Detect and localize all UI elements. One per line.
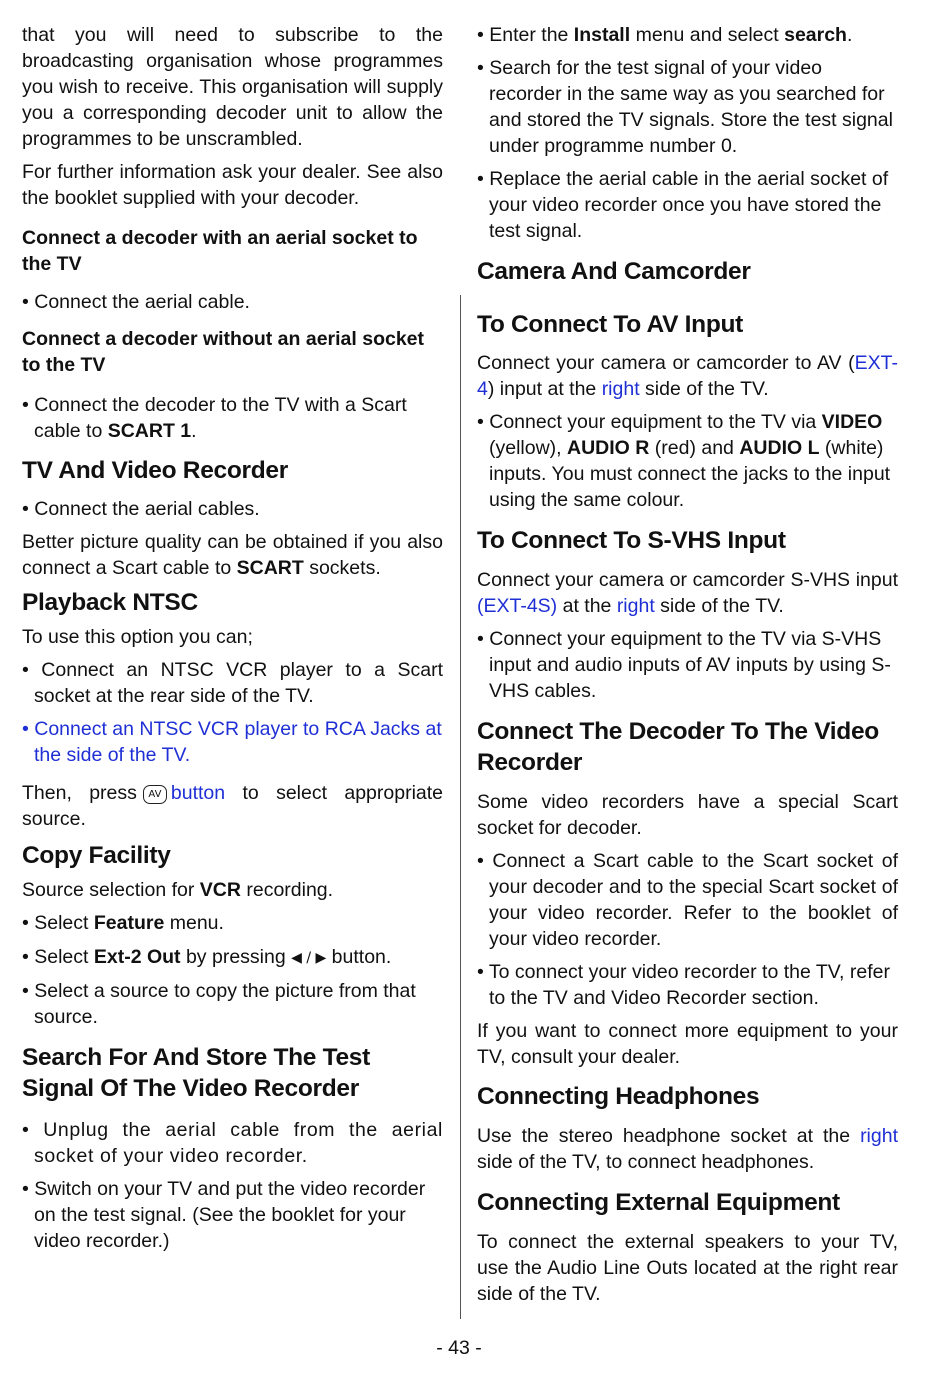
ntsc-then-press: Then, press AV button to select appropriate source. <box>22 782 444 830</box>
camera-camcorder-heading: Camera And Camcorder <box>477 258 751 285</box>
left-right-arrow-icon: ◀ / ▶ <box>291 950 327 966</box>
intro-paragraph: that you will need to subscribe to the broadcasting organisation whose programmes you wish to receive. This organisation will supply you a corresponding decoder unit to allow the programmes to be unscrambled. <box>22 24 443 150</box>
playback-ntsc-heading: Playback NTSC <box>22 589 198 616</box>
search-bullet-unplug: • Unplug the aerial cable from the aerial socket of your video recorder. <box>22 1119 443 1167</box>
replace-aerial-bullet: • Replace the aerial cable in the aerial socket of your video recorder once you have stored the test signal. <box>477 168 889 242</box>
copy-bullet-ext2: • Select Ext-2 Out by pressing ◀ / ▶ button. <box>22 946 392 968</box>
headphones-paragraph: Use the stereo headphone socket at the right side of the TV, to connect headphones. <box>477 1125 898 1173</box>
decoder-without-aerial-heading: Connect a decoder without an aerial socket to the TV <box>22 328 425 376</box>
decoder-without-aerial-bullet: • Connect the decoder to the TV with a Scart cable to SCART 1. <box>22 394 407 442</box>
external-equipment-heading: Connecting External Equipment <box>477 1189 840 1216</box>
external-equipment-paragraph: To connect the external speakers to your TV, use the Audio Line Outs located at the right rear side of the TV. <box>477 1231 898 1305</box>
decoder-scart-bullet: • Connect a Scart cable to the Scart socket of your decoder and to the special Scart socket of your video recorder. Refer to the booklet of your video recorder. <box>477 850 898 950</box>
tv-video-recorder-paragraph: Better picture quality can be obtained if you also connect a Scart cable to SCART sockets. <box>22 531 443 579</box>
search-bullet-switch-on: • Switch on your TV and put the video recorder on the test signal. (See the booklet for your video recorder.) <box>22 1178 426 1252</box>
ntsc-bullet-rca: • Connect an NTSC VCR player to RCA Jacks at the side of the TV. <box>22 718 442 766</box>
decoder-with-aerial-heading: Connect a decoder with an aerial socket to the TV <box>22 227 418 275</box>
svhs-input-heading: To Connect To S-VHS Input <box>477 527 786 554</box>
svhs-input-paragraph: Connect your camera or camcorder S-VHS input (EXT-4S) at the right side of the TV. <box>477 569 898 617</box>
av-input-paragraph: Connect your camera or camcorder to AV (EXT-4) input at the right side of the TV. <box>477 352 898 400</box>
ntsc-bullet-scart: • Connect an NTSC VCR player to a Scart socket at the rear side of the TV. <box>22 659 443 707</box>
search-store-heading: Search For And Store The Test Signal Of The Video Recorder <box>22 1044 370 1102</box>
av-button-icon: AV <box>143 785 167 804</box>
decoder-video-recorder-heading: Connect The Decoder To The Video Recorder <box>477 718 879 776</box>
ntsc-intro: To use this option you can; <box>22 626 253 648</box>
test-signal-bullet: • Search for the test signal of your video recorder in the same way as you searched for and stored the TV signals. Store the test signal under programme number 0. <box>477 57 893 157</box>
left-column <box>22 22 443 1254</box>
av-input-heading: To Connect To AV Input <box>477 311 744 338</box>
tv-video-recorder-heading: TV And Video Recorder <box>22 457 288 484</box>
headphones-heading: Connecting Headphones <box>477 1083 760 1110</box>
decoder-tv-bullet: • To connect your video recorder to the TV, refer to the TV and Video Recorder section. <box>477 961 890 1009</box>
column-divider <box>460 295 461 1319</box>
av-input-bullet: • Connect your equipment to the TV via VIDEO (yellow), AUDIO R (red) and AUDIO L (white) inputs. You must connect the jacks to the input using the same colour. <box>477 411 891 511</box>
copy-facility-heading: Copy Facility <box>22 842 171 869</box>
copy-intro: Source selection for VCR recording. <box>22 879 334 901</box>
copy-bullet-source: • Select a source to copy the picture from that source. <box>22 980 416 1028</box>
more-equipment-paragraph: If you want to connect more equipment to your TV, consult your dealer. <box>477 1020 898 1068</box>
copy-bullet-feature: • Select Feature menu. <box>22 912 224 934</box>
decoder-video-recorder-paragraph: Some video recorders have a special Scart socket for decoder. <box>477 791 898 839</box>
right-column <box>477 22 898 1307</box>
install-search-bullet: • Enter the Install menu and select search. <box>477 24 853 46</box>
page-number: - 43 - <box>436 1337 482 1359</box>
svhs-input-bullet: • Connect your equipment to the TV via S-VHS input and audio inputs of AV inputs by using S-VHS cables. <box>477 628 891 702</box>
tv-video-recorder-bullet: • Connect the aerial cables. <box>22 498 260 520</box>
dealer-paragraph: For further information ask your dealer. See also the booklet supplied with your decoder. <box>22 161 443 209</box>
decoder-with-aerial-bullet: • Connect the aerial cable. <box>22 291 250 313</box>
